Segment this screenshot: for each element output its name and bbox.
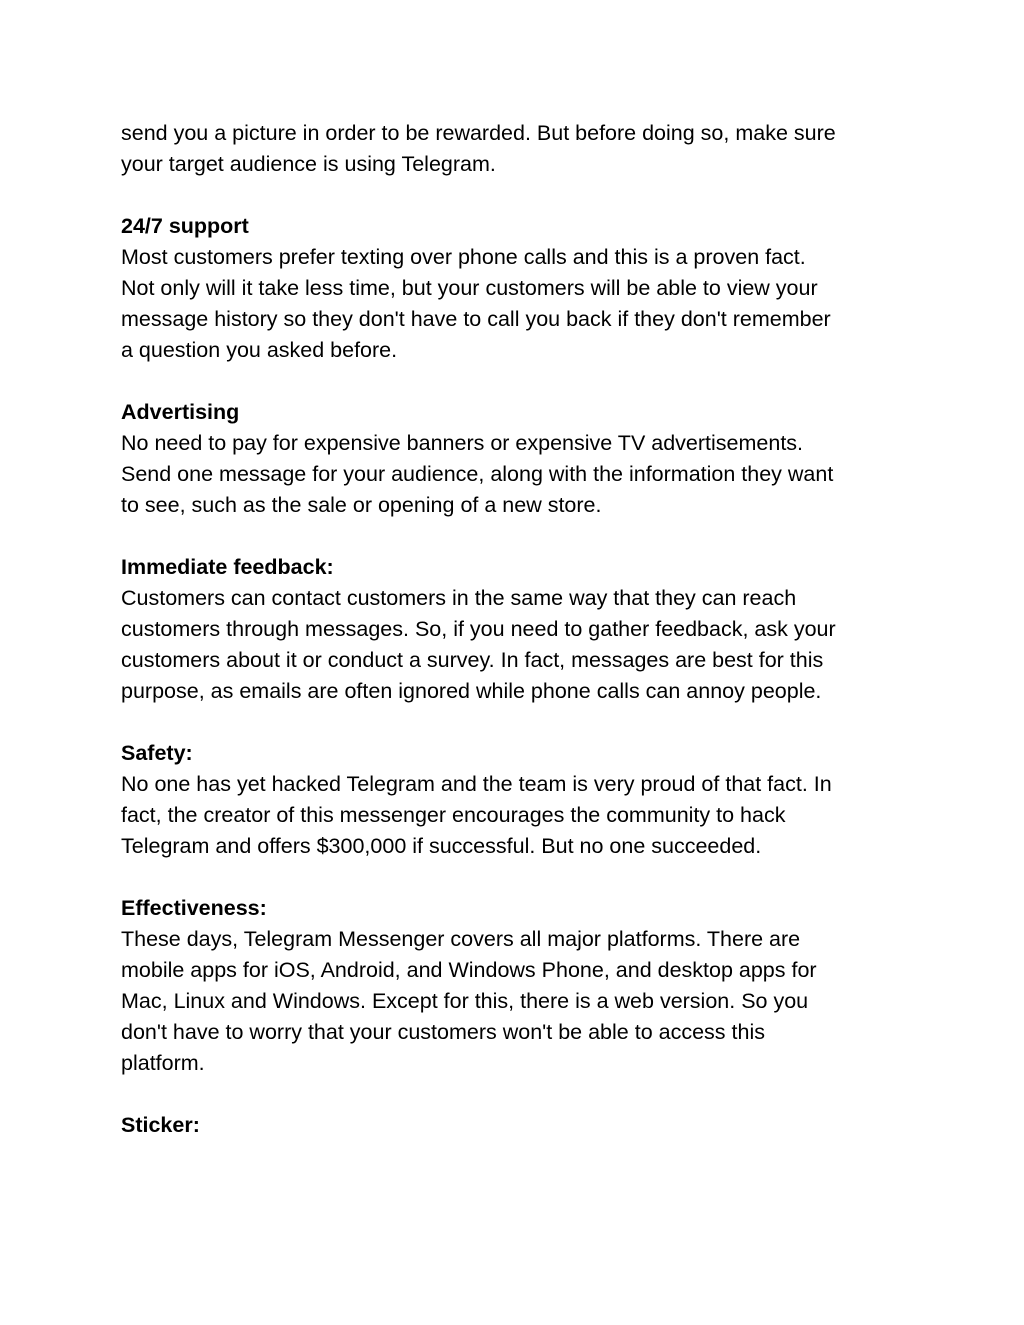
paragraph-gap	[121, 180, 911, 211]
body-safety: No one has yet hacked Telegram and the team is very proud of that fact. In fact, the creator of this messenger encourages the community to hack Telegram and offers $300,000 if successful. But no one succeeded.	[121, 772, 832, 858]
paragraph-gap	[121, 707, 911, 738]
body-feedback: Customers can contact customers in the same way that they can reach customers through messages. So, if you need to gather feedback, ask your customers about it or conduct a survey. In fact, messages are best for this purpose, as emails are often ignored while phone calls can annoy people.	[121, 586, 836, 703]
intro-paragraph: send you a picture in order to be rewarded. But before doing so, make sure your target audience is using Telegram.	[121, 121, 836, 176]
body-advertising: No need to pay for expensive banners or expensive TV advertisements. Send one message for your audience, along with the information they want to see, such as the sale or opening of a new store.	[121, 431, 834, 517]
heading-sticker: Sticker:	[121, 1113, 200, 1137]
heading-support: 24/7 support	[121, 214, 249, 238]
body-support: Most customers prefer texting over phone calls and this is a proven fact. Not only will it take less time, but your customers will be able to view your message history so they don't have to call you back if they don't remember a question you asked before.	[121, 245, 831, 362]
heading-safety: Safety:	[121, 741, 193, 765]
paragraph-gap	[121, 1079, 911, 1110]
heading-advertising: Advertising	[121, 400, 240, 424]
paragraph-gap	[121, 521, 911, 552]
heading-effectiveness: Effectiveness:	[121, 896, 267, 920]
paragraph-gap	[121, 862, 911, 893]
heading-feedback: Immediate feedback:	[121, 555, 334, 579]
document-page	[121, 118, 911, 1141]
paragraph-gap	[121, 366, 911, 397]
body-effectiveness: These days, Telegram Messenger covers all major platforms. There are mobile apps for iOS, Android, and Windows Phone, and desktop apps for Mac, Linux and Windows. Except for this, there is a web version. So you don't have to worry that your customers won't be able to access this platform.	[121, 927, 817, 1075]
